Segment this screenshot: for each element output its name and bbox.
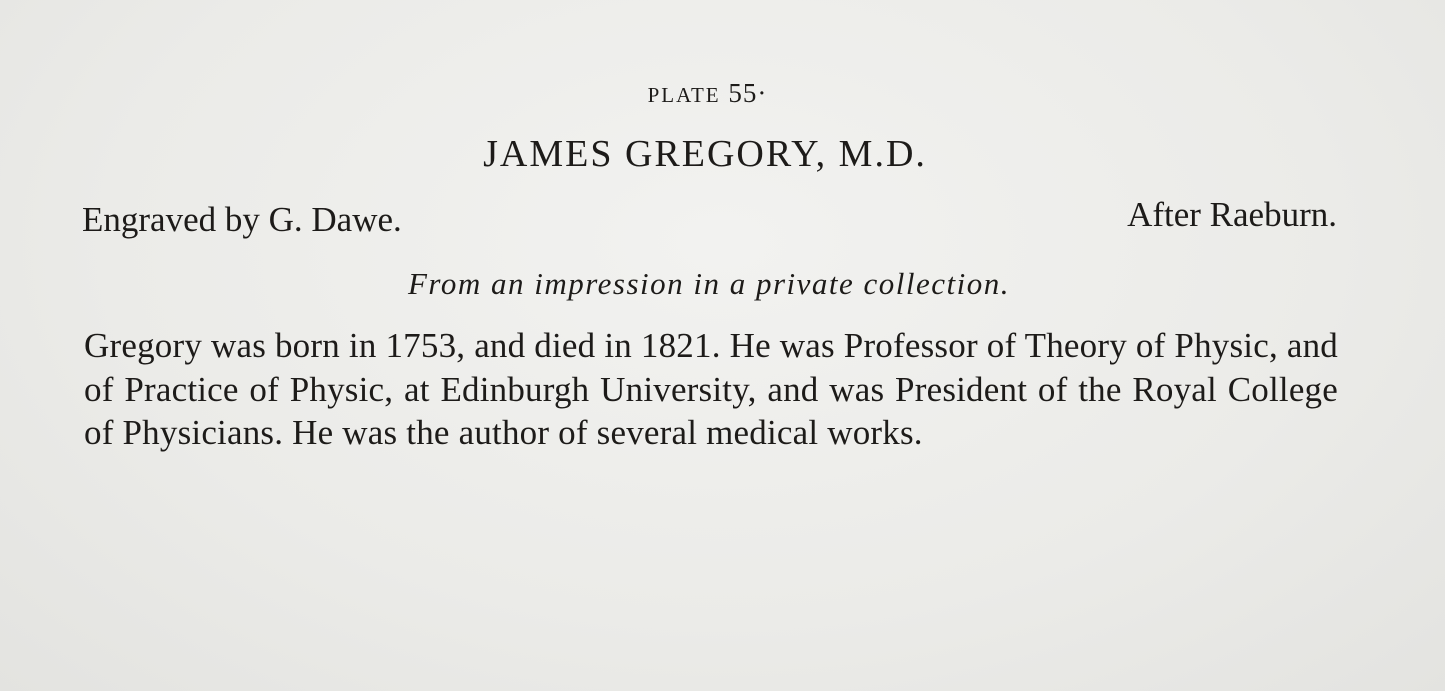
engraver-credit: Engraved by G. Dawe. — [82, 200, 402, 239]
plate-label: PLATE — [647, 83, 721, 107]
page-title: JAMES GREGORY, M.D. — [483, 133, 927, 175]
plate-number: 55· — [728, 78, 768, 108]
artist-credit: After Raeburn. — [1127, 195, 1337, 234]
source-note: From an impression in a private collection. — [407, 266, 1011, 301]
description-paragraph: Gregory was born in 1753, and died in 1821. He was Professor of Theory of Physic, and of Practice of Physic, at Edinburgh University, and was President of the Royal College of Physicians. He was the author of several medical works. — [84, 326, 1338, 452]
plate-heading — [0, 78, 1415, 109]
